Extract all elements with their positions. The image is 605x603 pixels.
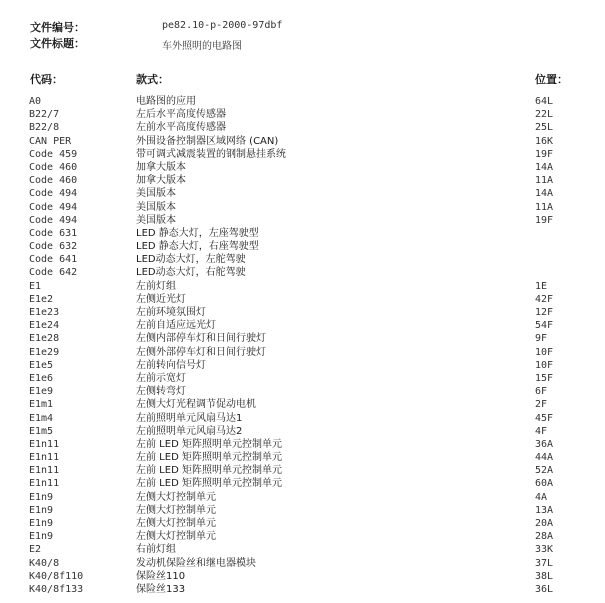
row-description: 左侧大灯控制单元	[136, 491, 216, 503]
row-description: LED动态大灯，左舵驾驶	[136, 254, 246, 266]
row-description: 左前照明单元风扇马达1	[136, 412, 243, 424]
row-code: K40/8	[29, 557, 60, 569]
row-position: 28A	[535, 531, 554, 543]
table-row	[0, 451, 605, 464]
table-row	[0, 148, 605, 161]
table-row	[0, 425, 605, 438]
row-code: E1n9	[29, 504, 54, 516]
table-row	[0, 385, 605, 398]
row-description: 左前 LED 矩阵照明单元控制单元	[136, 478, 282, 490]
row-position: 33K	[535, 544, 554, 556]
table-row	[0, 491, 605, 504]
table-row	[0, 266, 605, 279]
table-row	[0, 464, 605, 477]
row-description: 左侧转弯灯	[136, 386, 186, 398]
row-code: K40/8f110	[29, 570, 84, 582]
table-row	[0, 346, 605, 359]
row-description: 左前自适应远光灯	[136, 320, 216, 332]
doc-number-value: pe82.10-p-2000-97dbf	[162, 20, 283, 31]
row-description: 美国版本	[136, 201, 176, 213]
row-description: 美国版本	[136, 214, 176, 226]
row-code: E1e23	[29, 307, 60, 318]
table-row	[0, 398, 605, 411]
row-position: 19F	[535, 148, 554, 160]
table-row	[0, 359, 605, 372]
row-position: 60A	[535, 478, 554, 490]
row-code: E1m4	[29, 412, 54, 424]
doc-title-value: 车外照明的电路图	[162, 41, 242, 52]
row-description: LED 静态大灯，右座驾驶型	[136, 241, 259, 253]
row-position: 6F	[535, 386, 548, 398]
table-row	[0, 201, 605, 214]
row-code: E1n11	[29, 452, 60, 464]
row-description: 左后水平高度传感器	[136, 109, 226, 121]
table-row	[0, 477, 605, 490]
row-description: 保险丝133	[136, 583, 186, 595]
row-code: E1n9	[29, 518, 54, 529]
table-row	[0, 306, 605, 319]
row-description: LED 静态大灯，左座驾驶型	[136, 227, 259, 239]
row-position: 52A	[535, 465, 554, 477]
table-row	[0, 187, 605, 200]
row-position: 13A	[535, 504, 554, 516]
row-code: E1n11	[29, 478, 60, 490]
code-column-header: 代码：	[30, 73, 63, 86]
row-code: E1n9	[29, 491, 54, 503]
row-position: 11A	[535, 175, 554, 187]
row-description: 左前水平高度传感器	[136, 122, 226, 134]
row-description: 左侧近光灯	[136, 293, 186, 305]
row-description: 发动机保险丝和继电器模块	[136, 557, 256, 569]
row-code: CAN PER	[29, 135, 72, 147]
table-row	[0, 95, 605, 108]
model-column-header: 款式：	[136, 73, 169, 86]
row-position: 15F	[535, 372, 554, 384]
row-position: 14A	[535, 188, 554, 200]
row-code: Code 631	[29, 227, 78, 239]
row-description: 外围设备控制器区域网络 (CAN)	[136, 135, 279, 147]
row-position: 64L	[535, 96, 554, 107]
row-description: 美国版本	[136, 188, 176, 200]
row-code: E1e28	[29, 333, 60, 345]
row-position: 22L	[535, 109, 554, 121]
table-row	[0, 240, 605, 253]
table-row	[0, 438, 605, 451]
row-code: Code 494	[29, 214, 78, 226]
table-row	[0, 214, 605, 227]
row-code: E1e2	[29, 293, 54, 305]
row-code: E1n9	[29, 531, 54, 543]
doc-title-label: 文件标题：	[30, 37, 85, 50]
row-code: Code 641	[29, 254, 78, 266]
row-code: E1	[29, 280, 42, 292]
row-description: 左前 LED 矩阵照明单元控制单元	[136, 452, 282, 464]
row-code: B22/8	[29, 122, 60, 134]
row-description: LED动态大灯，右舵驾驶	[136, 267, 246, 279]
table-row	[0, 253, 605, 266]
row-position: 20A	[535, 518, 554, 529]
component-table	[0, 95, 605, 596]
table-row	[0, 161, 605, 174]
row-position: 45F	[535, 412, 554, 424]
table-row	[0, 293, 605, 306]
table-row	[0, 121, 605, 134]
table-row	[0, 504, 605, 517]
row-code: Code 460	[29, 175, 78, 187]
table-row	[0, 280, 605, 293]
row-description: 左侧大灯光程调节促动电机	[136, 399, 256, 411]
row-description: 左前 LED 矩阵照明单元控制单元	[136, 438, 282, 450]
row-position: 4F	[535, 425, 548, 437]
row-code: E1e29	[29, 346, 60, 358]
row-description: 保险丝110	[136, 570, 186, 582]
table-row	[0, 530, 605, 543]
row-position: 11A	[535, 201, 554, 213]
table-row	[0, 583, 605, 596]
row-code: Code 642	[29, 267, 78, 279]
row-code: E1m5	[29, 425, 54, 437]
row-position: 19F	[535, 214, 554, 226]
table-row	[0, 412, 605, 425]
row-description: 左前转向信号灯	[136, 359, 206, 371]
row-position: 1E	[535, 280, 548, 292]
row-position: 37L	[535, 557, 554, 569]
row-position: 36L	[535, 583, 554, 595]
table-row	[0, 174, 605, 187]
row-description: 左前 LED 矩阵照明单元控制单元	[136, 465, 282, 477]
table-row	[0, 108, 605, 121]
table-row	[0, 372, 605, 385]
row-position: 42F	[535, 293, 554, 305]
row-code: E1e5	[29, 359, 54, 371]
row-description: 左侧大灯控制单元	[136, 531, 216, 543]
row-position: 10F	[535, 346, 554, 358]
row-code: K40/8f133	[29, 583, 84, 595]
row-code: Code 460	[29, 161, 78, 173]
row-description: 左前灯组	[136, 280, 176, 292]
row-position: 14A	[535, 161, 554, 173]
table-row	[0, 319, 605, 332]
row-code: E1n11	[29, 465, 60, 477]
row-description: 加拿大版本	[136, 161, 186, 173]
row-code: E1m1	[29, 399, 54, 411]
row-code: Code 494	[29, 201, 78, 213]
row-code: E1e6	[29, 372, 54, 384]
row-description: 电路图的应用	[136, 96, 196, 107]
row-code: Code 632	[29, 241, 78, 253]
table-row	[0, 517, 605, 530]
row-description: 左侧大灯控制单元	[136, 504, 216, 516]
doc-number-label: 文件编号：	[30, 21, 85, 34]
row-position: 12F	[535, 307, 554, 318]
row-position: 16K	[535, 135, 554, 147]
row-description: 左侧内部停车灯和日间行驶灯	[136, 333, 266, 345]
row-description: 左前照明单元风扇马达2	[136, 425, 243, 437]
row-position: 4A	[535, 491, 548, 503]
position-column-header: 位置：	[535, 73, 568, 86]
row-position: 10F	[535, 359, 554, 371]
row-position: 54F	[535, 320, 554, 332]
table-row	[0, 570, 605, 583]
row-code: E1e9	[29, 386, 54, 398]
table-row	[0, 543, 605, 556]
table-row	[0, 557, 605, 570]
row-position: 38L	[535, 570, 554, 582]
row-description: 左侧外部停车灯和日间行驶灯	[136, 346, 266, 358]
row-code: B22/7	[29, 109, 60, 121]
row-code: E2	[29, 544, 42, 556]
row-position: 44A	[535, 452, 554, 464]
row-code: E1n11	[29, 438, 60, 450]
row-description: 左前示宽灯	[136, 372, 186, 384]
row-position: 9F	[535, 333, 548, 345]
table-row	[0, 332, 605, 345]
row-code: Code 494	[29, 188, 78, 200]
row-description: 左侧大灯控制单元	[136, 518, 216, 529]
table-row	[0, 135, 605, 148]
row-code: A0	[29, 96, 42, 107]
row-position: 36A	[535, 438, 554, 450]
row-position: 2F	[535, 399, 548, 411]
row-code: E1e24	[29, 320, 60, 332]
row-code: Code 459	[29, 148, 78, 160]
row-position: 25L	[535, 122, 554, 134]
row-description: 加拿大版本	[136, 175, 186, 187]
row-description: 左前环境氛围灯	[136, 307, 206, 318]
row-description: 带可调式减震装置的钢制悬挂系统	[136, 148, 286, 160]
row-description: 右前灯组	[136, 544, 176, 556]
table-row	[0, 227, 605, 240]
